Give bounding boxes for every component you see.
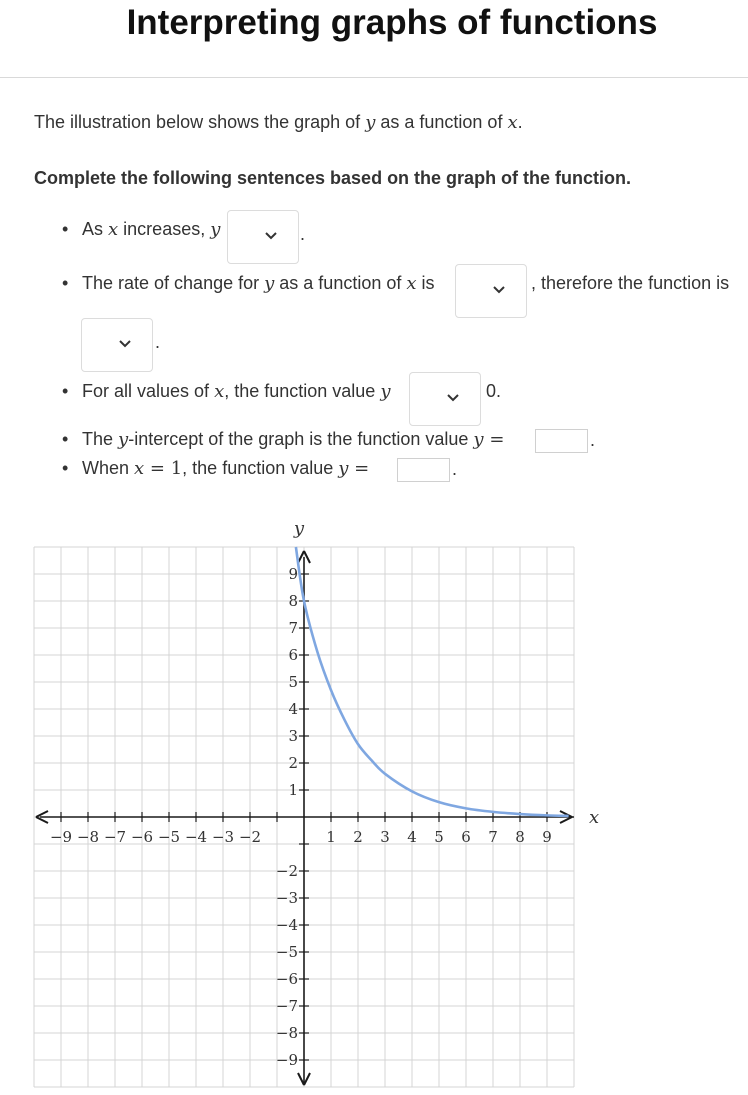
math-y: y bbox=[473, 429, 484, 450]
y-tick-label: 4 bbox=[288, 700, 298, 718]
x-tick-label: 1 bbox=[326, 828, 336, 846]
math-x: x bbox=[406, 273, 417, 294]
x-axis-label: x bbox=[589, 807, 600, 828]
sentence-end-period: . bbox=[300, 224, 306, 244]
y-tick-label: −3 bbox=[275, 889, 298, 907]
y-tick-label: −9 bbox=[275, 1051, 298, 1069]
math-x: x bbox=[507, 112, 518, 133]
x-tick-label: 3 bbox=[380, 828, 390, 846]
y-tick-label: 7 bbox=[288, 619, 298, 637]
sentence-text: The bbox=[82, 429, 119, 449]
math-y: y bbox=[210, 219, 221, 240]
x-tick-label: −9 bbox=[49, 828, 73, 846]
bullet-marker: • bbox=[62, 381, 69, 401]
comparison-value: 0. bbox=[486, 381, 502, 401]
math-x: x bbox=[108, 219, 119, 240]
instruction-text: Complete the following sentences based on the graph of the function. bbox=[34, 168, 632, 188]
math-y: y bbox=[365, 112, 376, 133]
y-tick-label: −6 bbox=[275, 970, 298, 988]
intro-text-part: as a function of bbox=[375, 112, 508, 132]
math-y: y bbox=[380, 381, 391, 402]
y-tick-label: −2 bbox=[275, 862, 298, 880]
x-tick-label: −2 bbox=[238, 828, 262, 846]
sentence-text: The rate of change for bbox=[82, 273, 265, 293]
sentence-text: As bbox=[82, 219, 109, 239]
sentence-end-period: . bbox=[452, 459, 458, 479]
y-tick-label: 5 bbox=[288, 673, 298, 691]
sentence-end-period: . bbox=[155, 332, 161, 352]
intro-text-part: The illustration below shows the graph of bbox=[34, 112, 366, 132]
sentence-2-continuation: , therefore the function is bbox=[531, 273, 730, 293]
function-curve bbox=[296, 547, 569, 816]
sentence-text: For all values of bbox=[82, 381, 215, 401]
graph-curve-group bbox=[296, 547, 569, 816]
x-tick-label: 5 bbox=[434, 828, 444, 846]
bullet-marker: • bbox=[62, 458, 69, 478]
y-tick-label: 9 bbox=[288, 565, 298, 583]
math-equals-one: = 1 bbox=[144, 458, 183, 479]
math-y: y bbox=[338, 458, 349, 479]
y-tick-label: 6 bbox=[288, 646, 298, 664]
sentence-text: increases, bbox=[118, 219, 211, 239]
x-tick-label: −7 bbox=[103, 828, 127, 846]
math-x: x bbox=[214, 381, 225, 402]
sentence-text: When bbox=[82, 458, 135, 478]
x-tick-label: 8 bbox=[515, 828, 525, 846]
y-tick-label: 1 bbox=[288, 781, 298, 799]
sentence-text: is bbox=[416, 273, 435, 293]
x-tick-label: 7 bbox=[488, 828, 498, 846]
math-equals: = bbox=[483, 429, 505, 450]
x-tick-label: −5 bbox=[157, 828, 181, 846]
y-tick-label: 2 bbox=[288, 754, 298, 772]
y-tick-label: 3 bbox=[288, 727, 298, 745]
y-tick-label: −5 bbox=[275, 943, 298, 961]
math-y: y bbox=[264, 273, 275, 294]
x-tick-label: −8 bbox=[76, 828, 100, 846]
sentence-text: , the function value bbox=[224, 381, 381, 401]
y-axis-label: y bbox=[293, 518, 305, 539]
math-x: x bbox=[134, 458, 145, 479]
x-tick-label: −4 bbox=[184, 828, 208, 846]
y-tick-label: −7 bbox=[275, 997, 298, 1015]
intro-text-part: . bbox=[517, 112, 523, 132]
bullet-marker: • bbox=[62, 273, 69, 293]
y-tick-label: −4 bbox=[275, 916, 298, 934]
bullet-marker: • bbox=[62, 219, 69, 239]
sentence-text: -intercept of the graph is the function value bbox=[128, 429, 474, 449]
x-tick-label: 4 bbox=[407, 828, 417, 846]
sentence-text: , the function value bbox=[182, 458, 339, 478]
bullet-marker: • bbox=[62, 429, 69, 449]
sentence-text: as a function of bbox=[274, 273, 407, 293]
x-tick-label: −3 bbox=[211, 828, 235, 846]
y-tick-label: 8 bbox=[288, 592, 298, 610]
math-y: y bbox=[118, 429, 129, 450]
math-equals: = bbox=[348, 458, 370, 479]
sentence-end-period: . bbox=[590, 430, 596, 450]
x-tick-label: 6 bbox=[461, 828, 471, 846]
x-tick-label: 2 bbox=[353, 828, 363, 846]
y-tick-label: −8 bbox=[275, 1024, 298, 1042]
x-tick-label: 9 bbox=[542, 828, 552, 846]
page-title: Interpreting graphs of functions bbox=[126, 3, 658, 42]
x-tick-label: −6 bbox=[130, 828, 154, 846]
